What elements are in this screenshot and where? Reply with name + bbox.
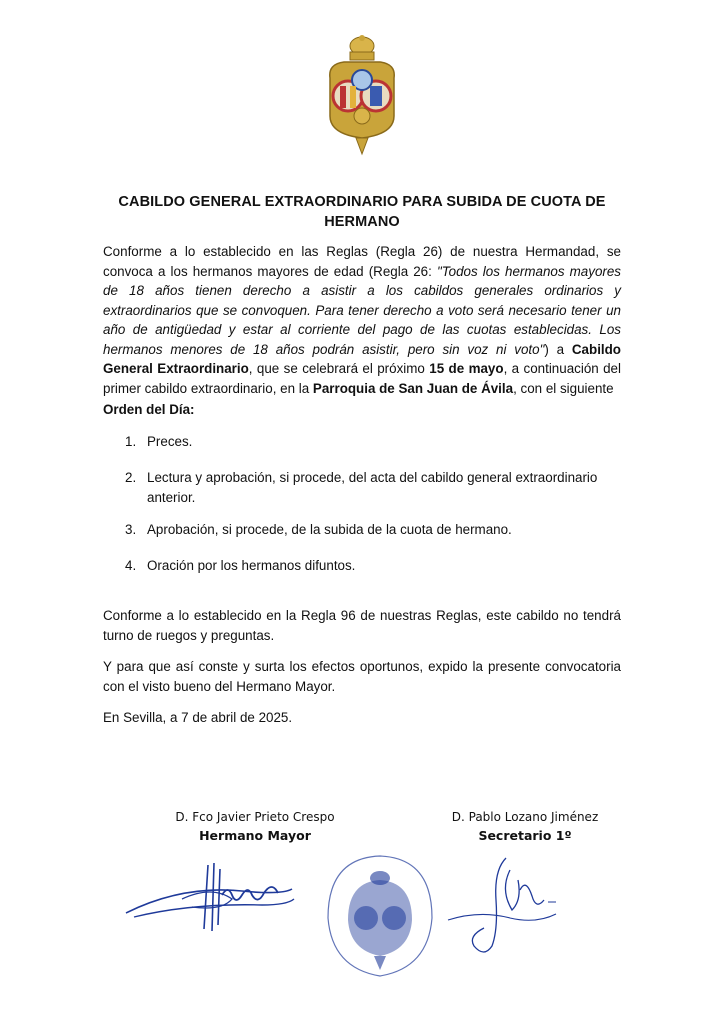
- agenda-item-text: Oración por los hermanos difuntos.: [147, 558, 356, 573]
- agenda-item-text: Aprobación, si procede, de la subida de la cuota de hermano.: [147, 522, 512, 537]
- agenda-item: [103, 468, 623, 507]
- intro-text: , que se celebrará el próximo: [248, 361, 430, 376]
- cabildo-location: Parroquia de San Juan de Ávila: [312, 380, 514, 396]
- intro-text: , a continuación del primer cabildo extraordinario, en la: [103, 361, 621, 396]
- agenda-item: [103, 520, 512, 540]
- orden-del-dia-heading: Orden del Día:: [103, 402, 195, 417]
- agenda-item-text: Lectura y aprobación, si procede, del acta del cabildo general extraordinario anterior.: [147, 470, 598, 505]
- signature-block-secretario: [430, 810, 620, 843]
- regla-96-paragraph: Conforme a lo establecido en la Regla 96 de nuestras Reglas, este cabildo no tendrá turno de ruegos y preguntas.: [103, 608, 621, 643]
- handwritten-signature-left: [122, 855, 302, 935]
- cabildo-date: 15 de mayo: [429, 361, 504, 376]
- brotherhood-crest-logo: [320, 34, 404, 156]
- intro-text: , con el siguiente: [513, 380, 614, 396]
- signer-role: Hermano Mayor: [199, 828, 311, 843]
- brotherhood-seal-stamp: [318, 838, 442, 988]
- agenda-item-number: 4.: [125, 558, 137, 573]
- document-title: CABILDO GENERAL EXTRAORDINARIO PARA SUBIDA DE CUOTA DE HERMANO: [118, 194, 606, 230]
- agenda-item-number: 1.: [125, 434, 137, 449]
- regla-26-quote: "Todos los hermanos mayores de 18 años tienen derecho a asistir a los cabildos generales ordinarios y extraordinarios que se convoquen. Para tener derecho a voto será necesario tener un año de antigüedad y estar al corriente del pago de las cuotas establecidas. Los hermanos menores de 18 años podrán asistir, pero sin voz ni voto": [103, 263, 621, 357]
- date-place-line: En Sevilla, a 7 de abril de 2025.: [103, 710, 293, 725]
- convocatoria-paragraph: [103, 242, 621, 398]
- agenda-item-number: 2.: [125, 470, 137, 485]
- signer-name: D. Fco Javier Prieto Crespo: [175, 810, 335, 824]
- intro-text: Conforme a lo establecido en las Reglas (Regla 26) de nuestra Hermandad, se convoca a los hermanos mayores de edad (Regla 26:: [103, 244, 621, 279]
- signer-role: Secretario 1º: [478, 828, 572, 843]
- agenda-item: [103, 432, 192, 452]
- signer-name: D. Pablo Lozano Jiménez: [451, 810, 599, 824]
- agenda-item: [103, 556, 355, 576]
- handwritten-signature-right: [440, 850, 560, 960]
- agenda-item-text: Preces.: [147, 434, 193, 449]
- intro-text: ) a: [544, 341, 572, 357]
- agenda-item-number: 3.: [125, 522, 137, 537]
- conste-paragraph: Y para que así conste y surta los efectos oportunos, expido la presente convocatoria con el visto bueno del Hermano Mayor.: [103, 659, 621, 694]
- cabildo-name: Cabildo General Extraordinario: [103, 341, 621, 376]
